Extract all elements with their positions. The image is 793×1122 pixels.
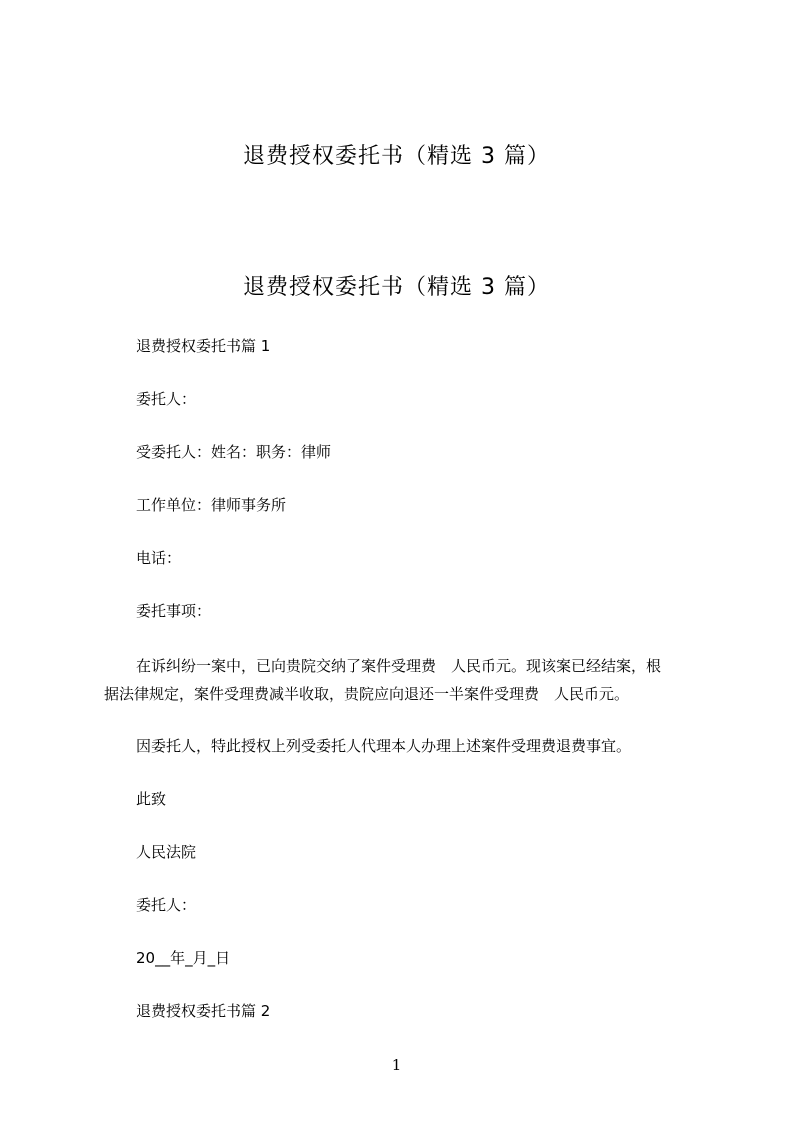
authorization-statement: 因委托人，特此授权上列受委托人代理本人办理上述案件受理费退费事宜。 [136,737,632,755]
matters-body-line-2: 据法律规定，案件受理费减半收取，贵院应向退还一半案件受理费 人民币元。 [104,685,630,703]
salutation: 此致 [136,790,167,808]
agent-field: 受委托人：姓名：职务：律师 [136,443,332,461]
page-number: 1 [391,1056,402,1074]
matters-field: 委托事项： [136,602,212,620]
section-2-heading: 退费授权委托书篇 2 [136,1002,271,1020]
matters-body-paragraph [104,652,716,708]
section-1-heading: 退费授权委托书篇 1 [136,337,271,355]
principal-field: 委托人： [136,390,197,408]
signature-date: 20__年_月_日 [136,949,231,967]
work-unit-field: 工作单位：律师事务所 [136,496,287,514]
matters-body-line-1: 在诉纠纷一案中，已向贵院交纳了案件受理费 人民币元。现该案已经结案，根 [136,657,662,675]
phone-field: 电话： [136,549,182,567]
document-title-main: 退费授权委托书（精选 3 篇） [243,275,550,300]
document-title-header: 退费授权委托书（精选 3 篇） [243,144,550,169]
court-name: 人民法院 [136,843,197,861]
signature-principal: 委托人： [136,896,197,914]
